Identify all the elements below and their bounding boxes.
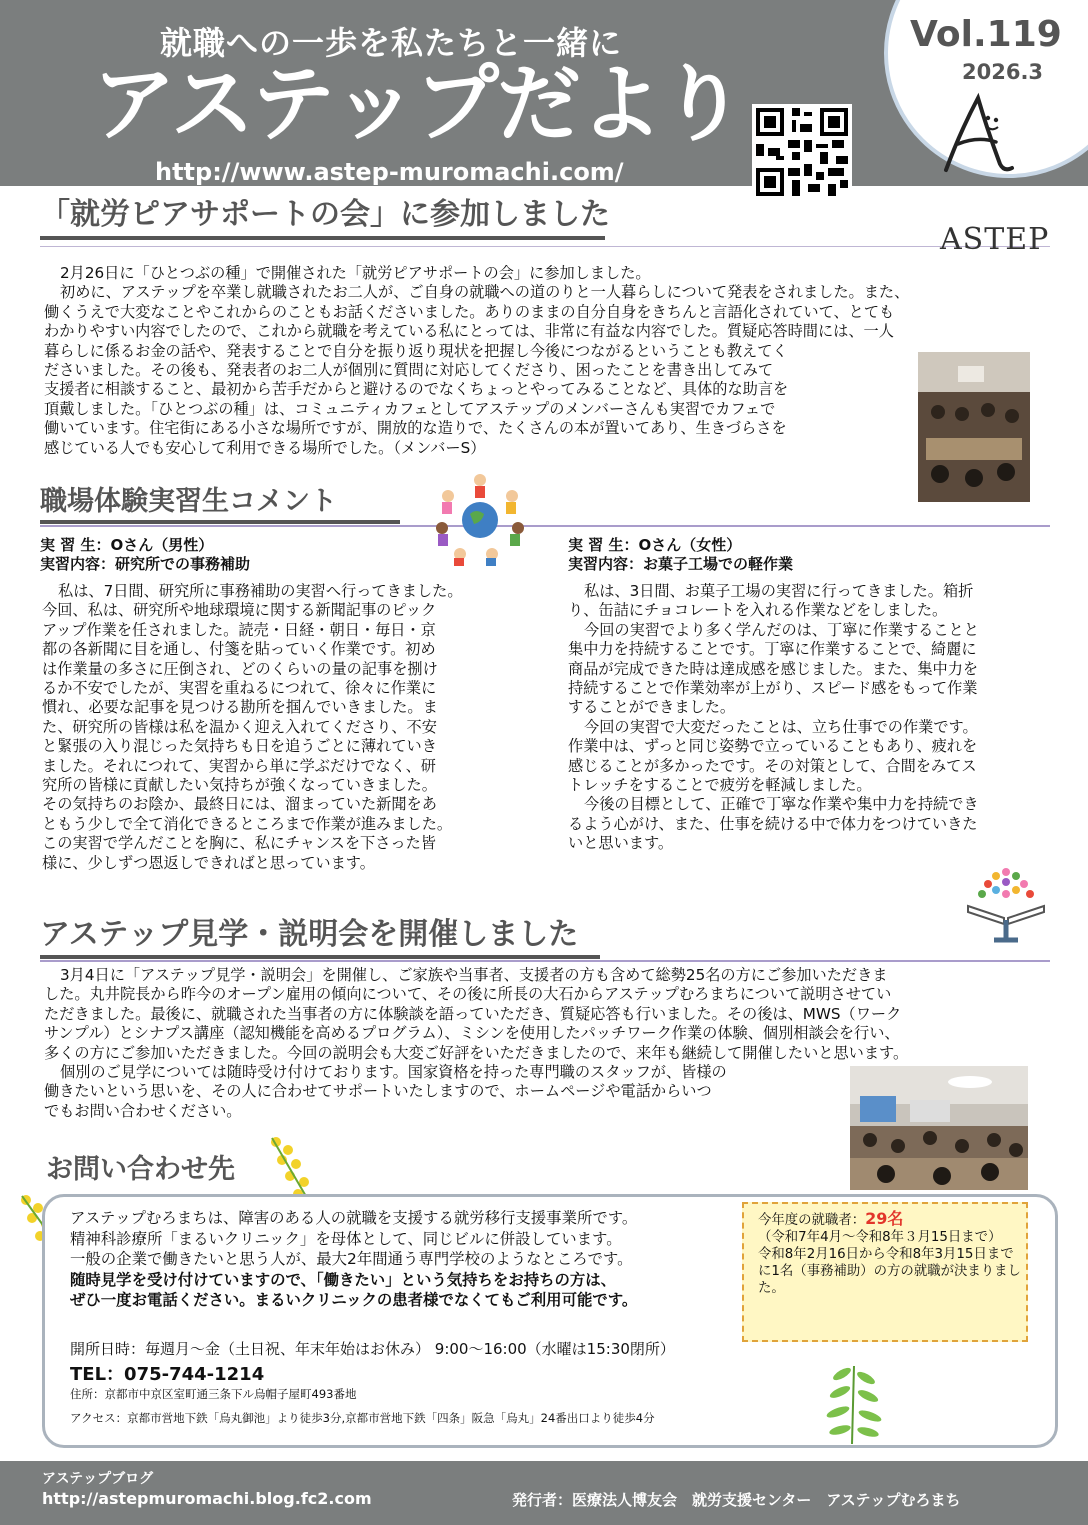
hire-period: （令和7年4月～令和8年３月15日まで） [758, 1230, 1002, 1245]
hire-count-text [758, 1210, 1022, 1297]
s3-line: 働きたいという思いを、その人に合わせてサポートいたしますので、ホームページや電話からいつ [44, 1082, 712, 1101]
l-line: 私は、7日間、研究所に事務補助の実習へ行ってきました。 [58, 582, 463, 600]
l-line: その気持ちのお陰か、最終日には、溜まっていた新聞をあ [42, 795, 437, 814]
l-line: た、研究所の皆様は私を温かく迎え入れてくださり、不安 [42, 717, 437, 736]
s1-line: 支援者に相談すること、最初から苦手だからと避けるのでなくちょっとやってみることなど、具体的な助言を [44, 380, 789, 399]
peer-support-photo [918, 352, 1030, 502]
astep-logo: ASTEP [940, 222, 1050, 257]
flower-book-icon [964, 862, 1048, 946]
l-line: 都の各新聞に目を通し、付箋を貼っていく作業です。初め [42, 640, 436, 659]
r-line: トレッチをすることで疲労を軽減しました。 [568, 776, 872, 795]
l-line: ました。それにつれて、実習から単に学ぶだけでなく、研 [42, 756, 436, 775]
astep-a-logo-icon [938, 92, 1018, 176]
info-session-photo [850, 1066, 1028, 1190]
r-line: いと思います。 [568, 834, 674, 853]
section2-heading: 職場体験実習生コメント [40, 486, 337, 517]
section3-underline [40, 955, 600, 959]
l-line: と緊張の入り混じった気持ちも日を追うごとに薄れていき [42, 737, 437, 756]
l-line: 様に、少しずつ恩返しできればと思っています。 [42, 853, 375, 872]
l-line: 今回、私は、研究所や地球環境に関する新聞記事のピック [42, 601, 437, 620]
s1-line: わかりやすい内容でしたので、これから就職を考えている私にとっては、非常に有益な内容でした。質疑応答時間には、一人 [44, 322, 894, 341]
s3-line: 多くの方にご参加いただきました。今回の説明会も大変ご好評をいただきましたので、来年も継続して開催したいと思います。 [44, 1043, 909, 1062]
section2-underline [40, 520, 400, 524]
l-line: この実習で学んだことを胸に、私にチャンスを下さった皆 [42, 834, 436, 853]
r-line: り、缶詰にチョコレートを入れる作業などをしました。 [568, 601, 948, 620]
contact-heading: お問い合わせ先 [46, 1154, 235, 1185]
s1-line: 暮らしに係るお金の話や、発表することで自分を振り返り現状を把握し今後につながるということも教えてく [44, 341, 788, 360]
newsletter-title: アステップだより [92, 55, 743, 153]
contact-line: 一般の企業で働きたいと思う人が、最大2年間通う専門学校のようなところです。 [70, 1250, 633, 1268]
section1-rule [40, 246, 1050, 247]
blog-label: アステップブログ [42, 1471, 154, 1487]
hire-count: 29名 [865, 1209, 904, 1228]
r-line: 集中力を持続することです。丁寧に作業することで、綺麗に [568, 640, 977, 659]
s1-line: 2月26日に「ひとつぶの種」で開催された「就労ピアサポートの会」に参加しました。 [60, 264, 651, 282]
s1-line: 頂戴しました。「ひとつぶの種」は、コミュニティカフェとしてアステップのメンバーさんも実習でカフェで [44, 399, 776, 418]
website-url[interactable]: http://www.astep-muromachi.com/ [155, 158, 624, 186]
s1-line: 感じている人でも安心して利用できる場所でした。（メンバーS） [44, 438, 486, 457]
contact-bold-line: 随時見学を受け付けていますので、「働きたい」という気持ちをお持ちの方は、 [70, 1270, 617, 1289]
s3-line: サンプル）とシナプス講座（認知機能を高めるプログラム）、ミシンを使用したパッチワーク作業の体験、個別相談会を行い、 [44, 1024, 900, 1043]
right-content: 実習内容：お菓子工場での軽作業 [568, 555, 794, 573]
contact-line: アステップむろまちは、障害のある人の就職を支援する就労移行支援事業所です。 [70, 1209, 638, 1227]
section1-body [44, 264, 1054, 458]
hire-label: 今年度の就職者： [758, 1213, 866, 1228]
r-line: 商品が完成できた時は達成感を感じました。また、集中力を [568, 659, 979, 678]
section3-rule [40, 960, 1050, 962]
contact-bold-line: ぜひ一度お電話ください。まるいクリニックの患者様でなくてもご利用可能です。 [70, 1291, 638, 1309]
s1-line: 働いています。住宅街にある小さな場所ですが、開放的な造りで、たくさんの本が置いてあり、生きづらさを [44, 419, 787, 438]
right-comment [568, 582, 1052, 854]
r-line: 今回の実習でより多く学んだのは、丁寧に作業することと [584, 620, 979, 639]
phone-number[interactable]: TEL：075-744-1214 [70, 1364, 265, 1385]
leaf-branch-icon [812, 1362, 892, 1446]
s3-line: 3月4日に「アステップ見学・説明会」を開催し、ご家族や当事者、支援者の方も含めて総勢25名の方にご参加いただきま [60, 966, 888, 984]
right-trainee: 実 習 生：Oさん（女性） [568, 536, 742, 554]
s1-line: 初めに、アステップを卒業し就職されたお二人が、ご自身の就職への道のりと一人暮らしについて発表をされました。また、 [60, 283, 910, 302]
s3-line: ただきました。最後に、就職された当事者の方に体験談を語っていただき、質疑応答も行いました。その後は、MWS（ワーク [44, 1004, 902, 1023]
l-line: アップ作業を任されました。読売・日経・朝日・毎日・京 [42, 620, 436, 639]
l-line: 慣れ、必要な記事を見つける勘所を掴んでいきました。ま [42, 698, 438, 717]
volume-number: Vol.119 [910, 14, 1062, 55]
r-line: 感じることが多かったです。その対策として、合間をみてス [568, 756, 977, 775]
left-comment [42, 582, 542, 873]
section2-rule [40, 525, 1050, 527]
blog-url[interactable]: http://astepmuromachi.blog.fc2.com [42, 1489, 372, 1508]
left-content: 実習内容：研究所での事務補助 [40, 555, 251, 573]
s3-line: 個別のご見学については随時受け付けております。国家資格を持った専門職のスタッフが、皆様の [60, 1063, 727, 1082]
s3-line: でもお問い合わせください。 [44, 1101, 242, 1120]
section1-heading: 「就労ピアサポートの会」に参加しました [40, 197, 610, 232]
l-line: 究所の皆様に貢献したい気持ちが強くなっていきました。 [42, 776, 437, 795]
section3-heading: アステップ見学・説明会を開催しました [40, 917, 579, 952]
section1-underline [40, 236, 605, 240]
contact-line: 精神科診療所「まるいクリニック」を母体として、同じビルに併設しています。 [70, 1229, 622, 1248]
r-line: 私は、3日間、お菓子工場の実習に行ってきました。箱折 [584, 582, 974, 600]
access-info: アクセス：京都市営地下鉄「烏丸御池」より徒歩3分,京都市営地下鉄「四条」阪急「烏丸」24番出口より徒歩4分 [70, 1411, 655, 1425]
s1-line: 働くうえで大変なことやこれからのこともお話くださいました。ありのままの自分自身をきちんと言語化されていて、とても [44, 302, 895, 321]
opening-hours: 開所日時：毎週月～金（土日祝、年末年始はお休み） 9:00～16:00（水曜は15:30閉所） [70, 1340, 675, 1358]
r-line: 作業中は、ずっと同じ姿勢で立っていることもあり、疲れを [568, 737, 978, 756]
l-line: は作業量の多さに圧倒され、どのくらいの量の記事を捌け [42, 659, 438, 678]
l-line: るか不安でしたが、実習を重ねるにつれて、徐々に作業に [42, 679, 437, 698]
left-trainee: 実 習 生：Oさん（男性） [40, 536, 214, 554]
r-line: することができました。 [568, 698, 736, 717]
s3-line: した。丸井院長から昨今のオープン雇用の傾向について、その後に所長の大石からアステップむろまちについて説明させてい [44, 985, 892, 1004]
address: 住所：京都市中京区室町通三条下ル烏帽子屋町493番地 [70, 1387, 357, 1401]
hire-note: 令和8年2月16日から令和8年3月15日までに1名（事務補助）の方の就職が決まりました。 [758, 1247, 1021, 1296]
l-line: ともう少しで全て消化できるところまで作業が進みました。 [42, 814, 453, 833]
publisher: 発行者：医療法人博友会 就労支援センター アステップむろまち [512, 1491, 961, 1509]
contact-text [70, 1208, 730, 1311]
r-line: 今回の実習で大変だったことは、立ち仕事での作業です。 [584, 717, 978, 736]
s1-line: ださいました。その後も、発表者のお二人が個別に質問に対応してくださり、困ったことを書き出してみて [44, 361, 773, 380]
issue-date: 2026.3 [962, 60, 1044, 84]
qr-code-icon[interactable] [752, 104, 852, 200]
tagline: 就職への一歩を私たちと一緒に [160, 24, 623, 62]
r-line: 持続することで作業効率が上がり、スピード感をもって作業 [568, 679, 978, 698]
r-line: 今後の目標として、正確で丁寧な作業や集中力を持続でき [584, 795, 979, 814]
kids-globe-icon [432, 470, 528, 566]
r-line: るよう心がけ、また、仕事を続ける中で体力をつけていきた [568, 814, 978, 833]
